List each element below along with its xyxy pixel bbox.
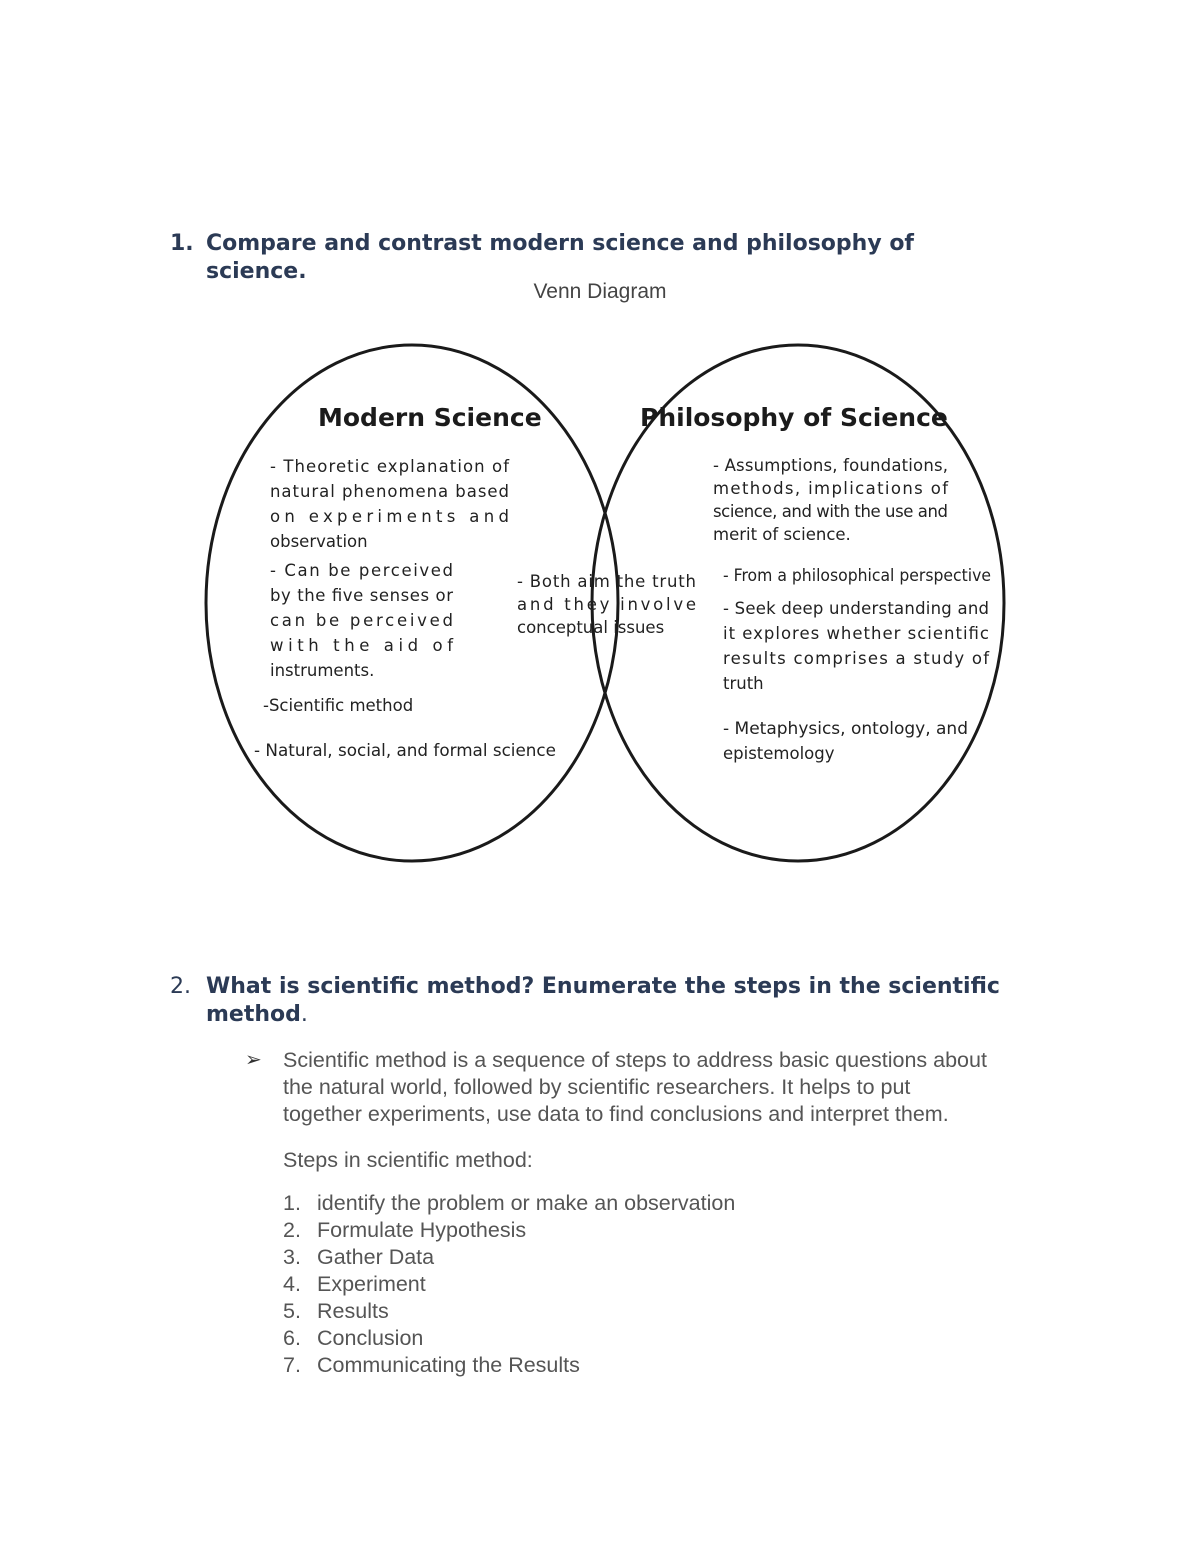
list-item: [283, 1325, 735, 1352]
venn-right-line: - From a philosophical perspective: [723, 566, 991, 585]
arrow-bullet-icon: ➢: [245, 1049, 262, 1071]
venn-left-line: by the five senses or: [270, 586, 453, 605]
step-text: Gather Data: [317, 1245, 435, 1269]
answer-line: the natural world, followed by scientific researchers. It helps to put: [283, 1075, 911, 1099]
answer-line: Scientific method is a sequence of steps to address basic questions about: [283, 1048, 987, 1072]
question-2-text-main: What is scientific method? Enumerate the steps in the scientific method: [206, 974, 1000, 1027]
step-number: 5.: [283, 1299, 301, 1323]
venn-caption: Venn Diagram: [533, 280, 667, 303]
venn-center-text: [517, 572, 696, 637]
venn-right-line: results comprises a study of: [723, 649, 989, 668]
step-text: identify the problem or make an observation: [317, 1191, 736, 1215]
question-2-text: [206, 973, 1006, 1029]
question-2-text-end: .: [300, 1002, 308, 1027]
venn-left-line: with the aid of: [270, 636, 453, 655]
venn-right-line: - Metaphysics, ontology, and: [723, 719, 968, 738]
venn-center-line: and they involve: [517, 595, 696, 614]
venn-center-line: conceptual issues: [517, 618, 665, 637]
venn-left-line: - Theoretic explanation of: [270, 457, 509, 476]
step-text: Experiment: [317, 1272, 426, 1296]
question-1-text: Compare and contrast modern science and philosophy of science.: [206, 231, 915, 284]
venn-right-line: methods, implications of: [713, 479, 948, 498]
step-text: Conclusion: [317, 1326, 424, 1350]
step-number: 2.: [283, 1218, 301, 1242]
answer-line: together experiments, use data to find conclusions and interpret them.: [283, 1102, 949, 1126]
venn-center-line: - Both aim the truth: [517, 572, 696, 591]
list-item: [283, 1190, 735, 1217]
venn-right-line: epistemology: [723, 744, 835, 763]
venn-right-line: truth: [723, 674, 764, 693]
venn-right-line: merit of science.: [713, 525, 851, 544]
venn-left-line: - Natural, social, and formal science: [254, 741, 556, 760]
list-item: [283, 1271, 735, 1298]
venn-left-line: on experiments and: [270, 507, 509, 526]
step-number: 4.: [283, 1272, 301, 1296]
venn-right-line: it explores whether scientific: [723, 624, 989, 643]
step-number: 7.: [283, 1353, 301, 1377]
venn-right-title: Philosophy of Science: [640, 403, 948, 432]
list-item: [283, 1298, 735, 1325]
step-number: 1.: [283, 1191, 301, 1215]
list-item: [283, 1352, 735, 1379]
venn-left-line: - Can be perceived: [270, 561, 453, 580]
venn-left-line: -Scientific method: [263, 696, 414, 715]
venn-right-line: - Seek deep understanding and: [723, 599, 989, 618]
list-item: [283, 1244, 735, 1271]
venn-right-line: - Assumptions, foundations,: [713, 456, 948, 475]
steps-heading: Steps in scientific method:: [283, 1148, 533, 1172]
question-2-number: 2.: [170, 974, 191, 999]
venn-left-line: instruments.: [270, 661, 375, 680]
venn-left-line: natural phenomena based: [270, 482, 509, 501]
venn-right-text: [713, 456, 991, 763]
steps-list: [283, 1190, 735, 1379]
step-number: 6.: [283, 1326, 301, 1350]
venn-left-line: can be perceived: [270, 611, 453, 630]
question-1-number: 1.: [170, 231, 194, 256]
step-text: Results: [317, 1299, 389, 1323]
step-number: 3.: [283, 1245, 301, 1269]
venn-left-line: observation: [270, 532, 368, 551]
answer-paragraph: [283, 1047, 1083, 1128]
list-item: [283, 1217, 735, 1244]
venn-left-title: Modern Science: [318, 403, 542, 432]
step-text: Formulate Hypothesis: [317, 1218, 527, 1242]
venn-left-text: [254, 457, 556, 760]
step-text: Communicating the Results: [317, 1353, 580, 1377]
venn-right-line: science, and with the use and: [713, 502, 948, 521]
